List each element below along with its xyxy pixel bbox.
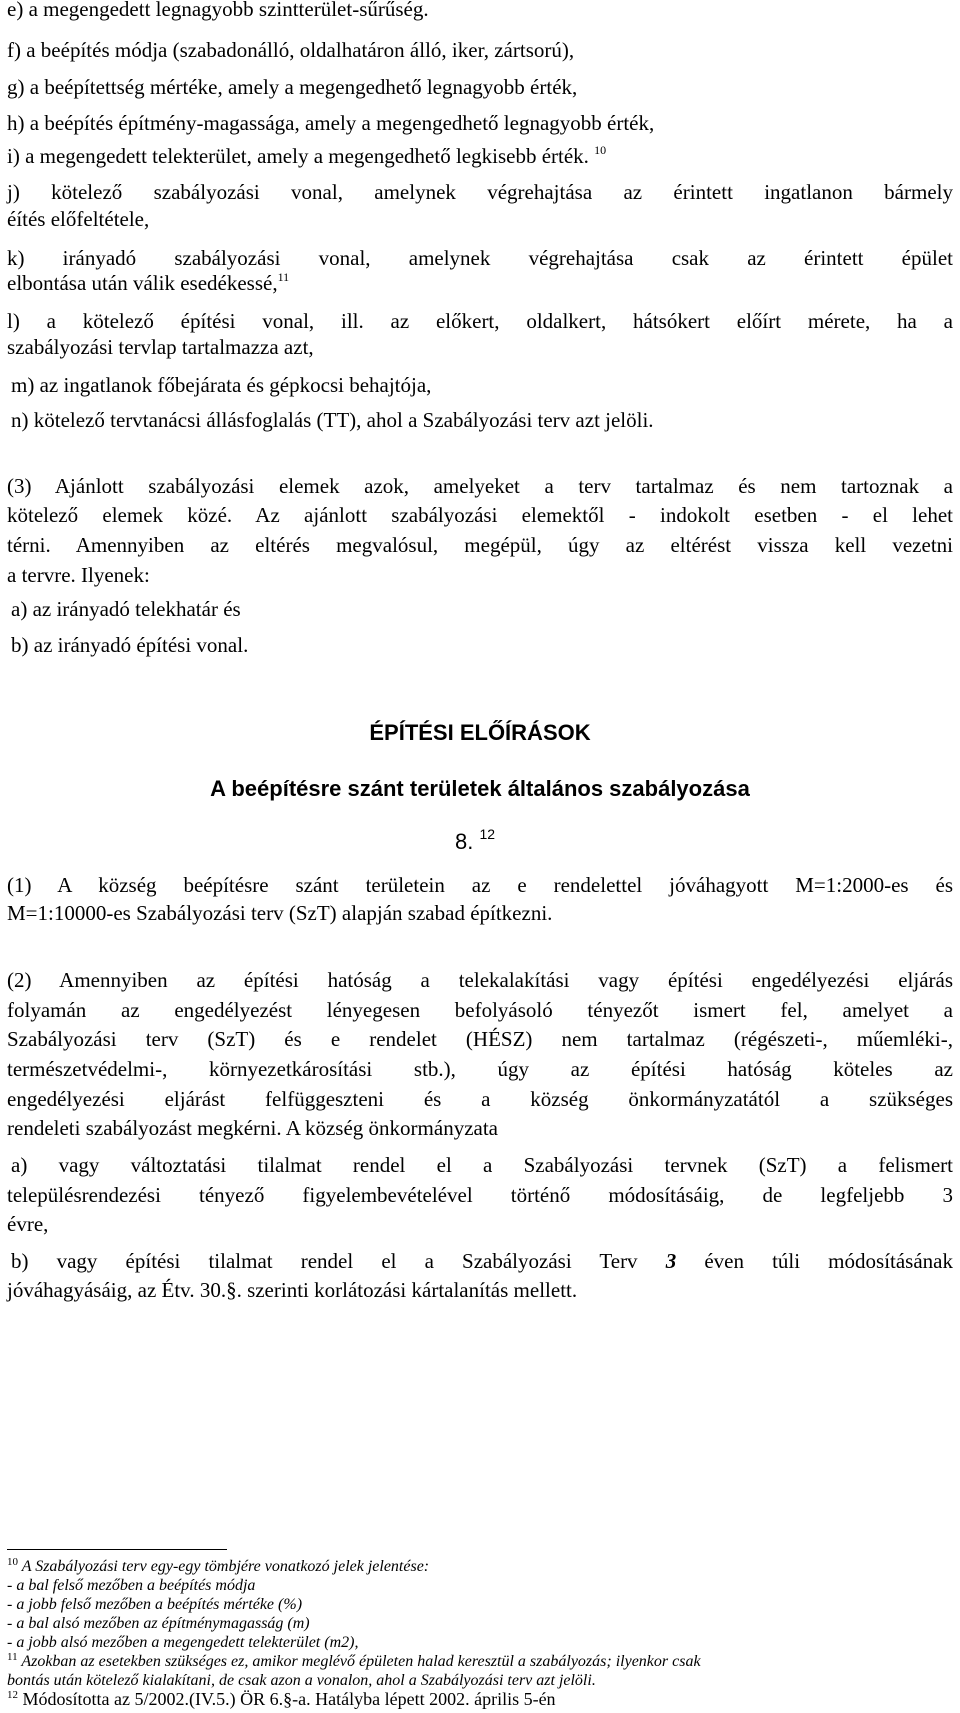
footnote-12 [7, 1690, 556, 1709]
s8-para2-line6: rendeleti szabályozást megkérni. A község önkormányzata [7, 1116, 498, 1140]
footnote-10-line4: - a bal alsó mezőben az építménymagasság (m) [7, 1615, 310, 1632]
footnote-11-line1 [7, 1652, 701, 1671]
list-item-g: g) a beépítettség mértéke, amely a megengedhető legnagyobb érték, [7, 75, 578, 99]
s8-para2-item-b-line1 [11, 1249, 953, 1273]
section-subheading: A beépítésre szánt területek általános szabályozása [210, 776, 750, 801]
s8-para2-line1: (2) Amennyiben az építési hatóság a telekalakítási vagy építési engedélyezési eljárás [7, 968, 953, 992]
list-item-l-line1: l) a kötelező építési vonal, ill. az előkert, oldalkert, hátsókert előírt mérete, ha a [7, 309, 953, 333]
para3-line3: térni. Amennyiben az eltérés megvalósul, megépül, úgy az eltérést vissza kell vezetni [7, 533, 953, 557]
footnote-12-number: 12 [7, 1689, 18, 1701]
s8-para2-item-b-line2: jóváhagyásáig, az Étv. 30.§. szerinti korlátozási kártalanítás mellett. [7, 1278, 578, 1302]
footnote-10-line3: - a jobb felső mezőben a beépítés mértéke (%) [7, 1596, 303, 1613]
s8-para2-line5: engedélyezési eljárást felfüggeszteni és a község önkormányzatától a szükséges [7, 1087, 953, 1111]
list-item-k-line2 [7, 271, 289, 295]
footnote-ref-12: 12 [479, 826, 496, 842]
s8-para2-line3: Szabályozási terv (SzT) és e rendelet (HÉSZ) nem tartalmaz (régészeti-, műemléki-, [7, 1027, 953, 1051]
footnote-10-line5: - a jobb alsó mezőben a megengedett telekterület (m2), [7, 1634, 359, 1651]
para3-line2: kötelező elemek közé. Az ajánlott szabályozási elemektől - indokolt esetben - el lehet [7, 503, 953, 527]
footnote-10-line2: - a bal felső mezőben a beépítés módja [7, 1577, 256, 1594]
para3-item-a: a) az irányadó telekhatár és [11, 597, 241, 621]
section-number-text: 8. [455, 829, 474, 854]
footnote-10-line1 [7, 1557, 429, 1576]
footnote-ref-10: 10 [594, 143, 607, 157]
para3-line1: (3) Ajánlott szabályozási elemek azok, amelyeket a terv tartalmaz és nem tartoznak a [7, 474, 953, 498]
s8-para2-item-a-line2: településrendezési tényező figyelembevételével történő módosításáig, de legfeljebb 3 [7, 1183, 953, 1207]
s8-para1-line1: (1) A község beépítésre szánt területein az e rendelettel jóváhagyott M=1:2000-es és [7, 873, 953, 897]
list-item-j-line1: j) kötelező szabályozási vonal, amelynek végrehajtása az érintett ingatlanon bármely [7, 180, 953, 204]
footnote-11-text: Azokban az esetekben szükséges ez, amikor meglévő épületen halad keresztül a szabályozás; ilyenkor csak [21, 1653, 701, 1670]
list-item-k-text: elbontása után válik esedékessé, [7, 271, 278, 295]
section-number [455, 826, 496, 855]
list-item-i-text: i) a megengedett telekterület, amely a megengedhető legkisebb érték. [7, 144, 589, 168]
list-item-h: h) a beépítés építmény-magassága, amely a megengedhető legnagyobb érték, [7, 111, 655, 135]
footnote-11-line2: bontás után kötelező kialakítani, de csak azon a vonalon, ahol a Szabályozási terv azt jelöli. [7, 1672, 596, 1689]
list-item-k-line1: k) irányadó szabályozási vonal, amelynek végrehajtása csak az érintett épület [7, 246, 953, 270]
list-item-f: f) a beépítés módja (szabadonálló, oldalhatáron álló, iker, zártsorú), [7, 38, 575, 62]
footnote-12-text: Módosította az 5/2002.(IV.5.) ÖR 6.§-a. Hatályba lépett 2002. április 5-én [22, 1689, 556, 1709]
list-item-l-line2: szabályozási tervlap tartalmazza azt, [7, 335, 314, 359]
item-b-text-pre: b) vagy építési tilalmat rendel el a Szabályozási Terv [11, 1249, 638, 1273]
list-item-n: n) kötelező tervtanácsi állásfoglalás (TT), ahol a Szabályozási terv azt jelöli. [11, 408, 654, 432]
item-b-text-post: éven túli módosításának [704, 1249, 953, 1273]
footnote-10-text: A Szabályozási terv egy-egy tömbjére vonatkozó jelek jelentése: [21, 1558, 430, 1575]
list-item-j-line2: éítés előfeltétele, [7, 207, 150, 231]
footnote-10-number: 10 [7, 1556, 18, 1568]
section-heading: ÉPÍTÉSI ELŐÍRÁSOK [369, 720, 591, 745]
footnote-separator [7, 1549, 227, 1550]
list-item-e: e) a megengedett legnagyobb szintterület-sűrűség. [7, 0, 429, 21]
item-b-number: 3 [665, 1249, 677, 1273]
para3-line4: a tervre. Ilyenek: [7, 563, 150, 587]
s8-para2-line2: folyamán az engedélyezést lényegesen befolyásoló tényezőt ismert fel, amelyet a [7, 998, 953, 1022]
s8-para2-item-a-line1: a) vagy változtatási tilalmat rendel el a Szabályozási tervnek (SzT) a felismert [11, 1153, 953, 1177]
footnote-ref-11: 11 [277, 270, 290, 284]
para3-item-b: b) az irányadó építési vonal. [11, 633, 249, 657]
s8-para1-line2: M=1:10000-es Szabályozási terv (SzT) alapján szabad építkezni. [7, 901, 553, 925]
footnote-11-number: 11 [7, 1651, 18, 1663]
s8-para2-item-a-line3: évre, [7, 1212, 49, 1236]
list-item-i [7, 144, 606, 168]
list-item-m: m) az ingatlanok főbejárata és gépkocsi behajtója, [11, 373, 432, 397]
s8-para2-line4: természetvédelmi-, környezetkárosítási stb.), úgy az építési hatóság köteles az [7, 1057, 953, 1081]
